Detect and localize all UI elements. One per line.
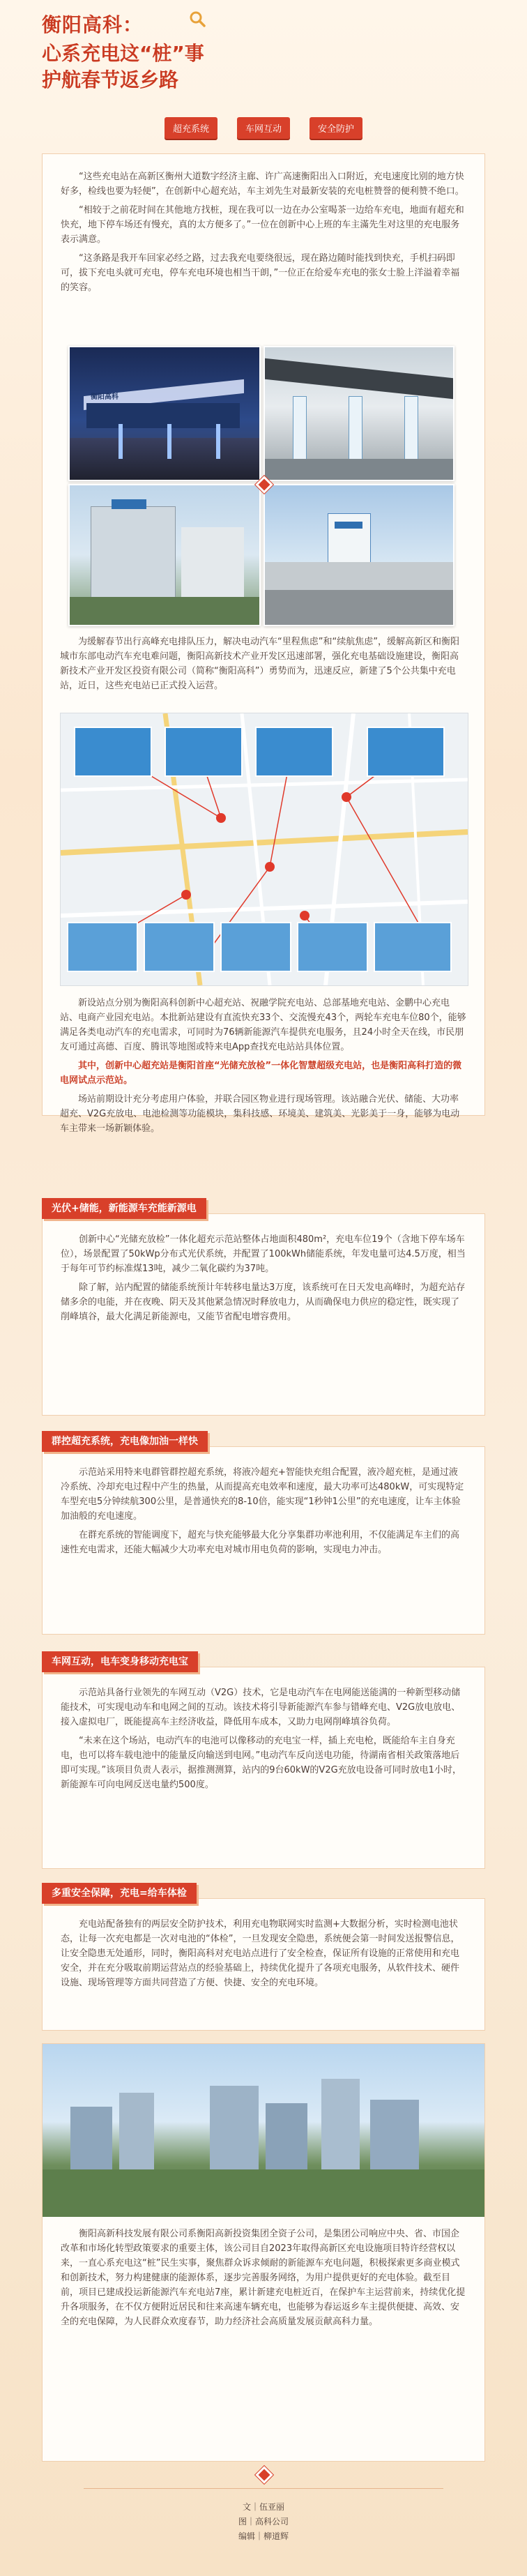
section-4-body [42,1898,485,2031]
brand-title: 衡阳高科： [42,13,144,36]
credit-text: 文｜伍亚丽 [242,2502,284,2512]
section-2-title: 群控超充系统，充电像加油一样快 [42,1431,208,1452]
intro-paragraph: 为缓解春节出行高峰充电排队压力，解决电动汽车“里程焦虑”和“续航焦虑”，缓解高新区和衡阳城市东部电动汽车充电难问题，衡阳高新技术产业开发区迅速部署，强化充电基础设施建设，衡阳高新技术产业开发区投资有限公司（简称“衡阳高科”）勇势而为，迅速反应，新建了5个公共集中充电站，近日，这些充电站已正式投入运营。 [60,637,459,691]
station-map [60,713,468,986]
section-2-body [42,1446,485,1635]
closing-card [42,2043,485,2462]
intro-paragraph: “这条路是我开车回家必经之路，过去我充电要绕很远，现在路边随时能找到快充，手机扫码即可，拔下充电头就可充电，停车充电环境也相当干朗，”一位正在给爱车充电的张女士脸上洋溢着幸福的笑容。 [61,253,460,293]
closing-paragraph: 衡阳高新科技发展有限公司系衡阳高新投资集团全资子公司，是集团公司响应中央、省、市国企改革和市场化转型政策要求的重要主体，该公司目自2023年取得高新区充电设施项目特许经营权以来，一直心系充电这“桩”民生实事，聚焦群众诉求倾耐的新能源车充电问题，积极探索更多商业模式和创新技术，努力构建健康的能源体系，逐步完善服务网络，为用户提供更好的充电体验。截至目前，项目已建成投运新能源汽车充电站7座，累计新建充电桩近百，在保护车主运营前来，持续优化提升各项服务，在不仅方便附近居民和往来高速车辆充电，也能够为春运返乡车主提供便捷、高效、安全的充电保障，为人民群众欢度春节，助力经济社会高质量发展贡献高科力量。 [61,2229,466,2327]
intro-paragraph: “相较于之前花时间在其他地方找桩，现在我可以一边在办公室喝茶一边给车充电，地面有超充和快充，地下停车场还有慢充，真的太方便多了。”一位在创新中心上班的车主滿先生对这里的充电服务表示满意。 [61,205,464,245]
highlight-paragraph: 其中，创新中心超充站是衡阳首座“光储充放检”一体化智慧超级充电站，也是衡阳高科打造的微电网试点示范站。 [60,1061,462,1086]
tag-v2g: 车网互动 [237,117,290,139]
photo-station-night [68,346,261,481]
section-paragraph: “未来在这个场站，电动汽车的电池可以像移动的充电宝一样，插上充电枪，既能给车主自身充电，也可以将车载电池中的能量反向输送到电网。”电动汽车反向送电功能，待湖南省相关政策落地后即可实现。”该项目负责人表示，据推测测算，站内的9台60kW的V2G充放电设备可同时放电1小时，新能源车可向电网反送电量约500度。 [61,1736,461,1790]
footer-divider [84,2488,443,2489]
section-paragraph: 示范站具备行业领先的车网互动（V2G）技术，它是电动汽车在电网能送能满的一种新型移动储能技术，可实现电动车和电网之间的互动。该技术将引导新能源汽车参与错峰充电、V2G放电放电、接入虚拟电厂，既能提高车主经济收益，降低用车成本，又助力电网削峰填谷负荷。 [61,1688,461,1727]
map-graphic [61,713,468,985]
intro-paragraph: 新设站点分别为衡阳高科创新中心超充站、祝融学院充电站、总部基地充电站、金鹏中心充电站、电商产业园充电站。本批新站建设有直流快充33个、交流慢充43个，两轮车充电车位80个，能够满足各类电动汽车的充电需求，可同时为76辆新能源汽车提供充电服务，且24小时全天在线，市民朋友可通过高德、百度、腾讯等地图或特来电App查找充电站站具体位置。 [60,998,466,1052]
tag-safety: 安全防护 [310,117,362,139]
credits [0,2500,527,2544]
intro-after-map [60,996,467,1140]
section-4-title: 多重安全保障，充电=给车体检 [42,1883,197,1904]
section-paragraph: 除了解，站内配置的储能系统预计年转移电量达3万度，该系统可在日天发电高峰时，为超充站存储多余的电能，并在夜晚、阴天及其他紧急情况时释放电力，从而确保电力供应的稳定性，既实现了削峰填谷，最大化满足新能源电，又能节省配电增容费用。 [61,1282,466,1322]
section-paragraph: 创新中心“光储充放检”一体化超充示范站整体占地面积480m²，充电车位19个（含地下停车场车位），场景配置了50kWp分布式光伏系统，并配置了100kWh储能系统，年发电量可达4.5万度，相当于每年可节约标准煤13吨，减少二氧化碳约为37吨。 [61,1234,466,1274]
photo-station-outdoor [264,484,455,626]
photo-caption: 衡阳高科 [91,393,119,401]
section-1-body [42,1213,485,1416]
headline-line-1: 心系充电这“桩”事 [42,42,204,65]
section-paragraph: 充电站配备独有的两层安全防护技术，利用充电物联网实时监测+大数据分析，实时检测电池状态，让每一次充电都是一次对电池的“体检”，一旦发现安全隐患，系统便会第一时间发送报警信息，让安全隐患无处遁形，同时，衡阳高科对充电站点进行了安全检查，保证所有设施的正常使用和充电安全，并在充分吸取前期运营站点的经验基础上，持续优化提升了各项充电服务，从软件技术、硬件设施、现场管理等方面共同营造了方便、快捷、安全的充电环境。 [61,1919,460,1988]
section-3-body [42,1667,485,1869]
section-1-title: 光伏+储能，新能源车充能新源电 [42,1198,206,1219]
section-3-title: 车网互动，电车变身移动充电宝 [42,1651,198,1672]
section-paragraph: 示范站采用特来电群管群控超充系统，将液冷超充+智能快充组合配置，液冷超充桩，是通过液冷系统、冷却充电过程中产生的热量，从而提高充电效率和速度，最大功率可达480kW，可实现特定车型充电5分钟续航300公里，是普通快充的8-10倍，能实现“1秒钟1公里”的充电速度，让车主体验加油般的充电速度。 [61,1467,464,1522]
photo-city-skyline [43,2044,484,2217]
intro-paragraph: 场站前期设计充分考虑用户体验，并联合园区物业进行现场管理。该站融合光伏、储能、大功率超充、V2G充放电、电池检测等功能模块，集科技感、环境美、建筑美、光影美于一身，能够为电动车主带来一场新颖体验。 [60,1094,460,1134]
closing-text [61,2227,466,2333]
section-paragraph: 在群充系统的智能调度下，超充与快充能够最大化分享集群功率池利用，不仅能满足车主们的高速性充电需求，还能大幅减少大功率充电对城市用电负荷的影响，实现电力冲击。 [61,1530,460,1555]
photo-station-building [68,484,261,626]
decorative-diamond [255,2466,273,2483]
intro-after-photos [60,635,467,697]
headline-line-2: 护航春节返乡路 [42,68,179,91]
tag-supercharge: 超充系统 [165,117,217,139]
credit-photo: 图｜高科公司 [238,2517,289,2526]
intro-paragraph: “这些充电站在高新区衡州大道数字经济主廊、许广高速衡阳出入口附近，充电速度比别的地方快好多，检线也要为轻便”，在创新中心超充站，车主刘先生对最新安装的充电桩赞誉的便利赞不绝口。 [61,172,464,197]
photo-station-canopy [264,346,455,481]
search-icon [188,10,206,28]
article-header [0,0,527,117]
topic-tags [0,117,527,139]
credit-editor: 编辑｜柳道辉 [238,2531,289,2541]
